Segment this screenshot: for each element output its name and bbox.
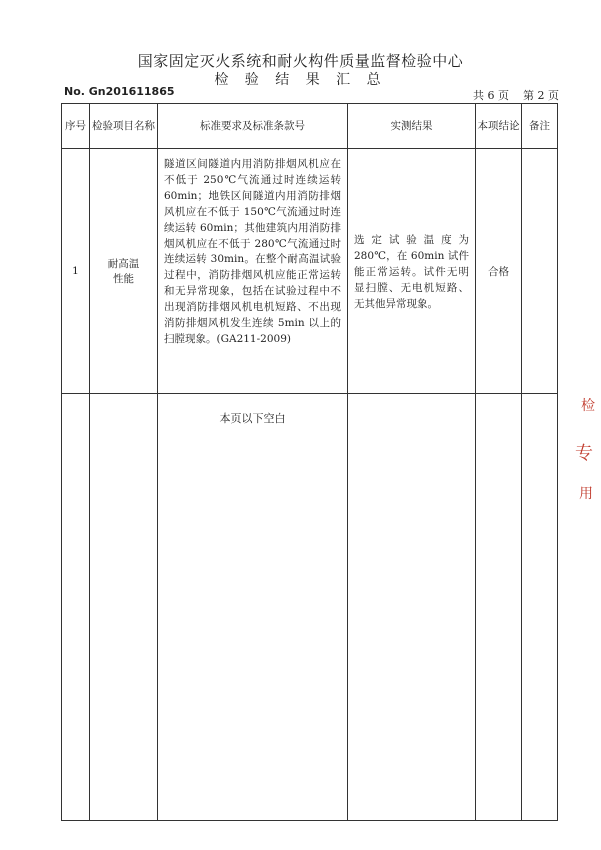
table-header-row — [62, 104, 558, 149]
seal-char: 专 — [575, 443, 593, 464]
row-conclusion: 合格 — [476, 149, 522, 394]
total-pages: 共 6 页 — [473, 89, 509, 102]
header-remark: 备注 — [522, 104, 558, 149]
blank-note: 本页以下空白 — [158, 394, 348, 821]
blank-item — [90, 394, 158, 821]
blank-row — [62, 394, 558, 821]
row-remark — [522, 149, 558, 394]
row-item: 耐高温性能 — [90, 149, 158, 394]
seal-char: 用 — [579, 486, 593, 502]
doc-title: 检 验 结 果 汇 总 — [214, 72, 387, 88]
org-name: 国家固定灭火系统和耐火构件质量监督检验中心 — [137, 52, 464, 70]
header-result: 实测结果 — [348, 104, 476, 149]
row-seq: 1 — [62, 149, 90, 394]
header-item: 检验项目名称 — [90, 104, 158, 149]
table-row — [62, 149, 558, 394]
blank-conclusion — [476, 394, 522, 821]
blank-seq — [62, 394, 90, 821]
header-seq: 序号 — [62, 104, 90, 149]
seal-char: 检 — [581, 398, 595, 414]
header-conclusion: 本项结论 — [476, 104, 522, 149]
header-standard: 标准要求及标准条款号 — [158, 104, 348, 149]
seal-stamp — [565, 395, 601, 520]
page-info — [473, 87, 559, 103]
current-page: 第 2 页 — [523, 89, 559, 102]
report-number: No. Gn201611865 — [64, 85, 175, 98]
row-result: 选定试验温度为280℃，在 60min 试件能正常运转。试件无明显扫膛、无电机短路、无其他异常现象。 — [348, 149, 476, 394]
row-standard: 隧道区间隧道内用消防排烟风机应在不低于 250℃气流通过时连续运转 60min；地铁区间隧道内用消防排烟风机应在不低于 150℃气流通过时连续运转 60min；其他建筑内用消防排烟风机应在不低于 280℃气流通过时连续运转 30min。在整个耐高温试验过程中，消防排烟风机应能正常运转和无异常现象，包括在试验过程中不出现消防排烟风机电机短路、不出现消防排烟风机发生连续 5min 以上的扫膛现象。(GA211-2009) — [158, 149, 348, 394]
blank-result — [348, 394, 476, 821]
blank-remark — [522, 394, 558, 821]
results-table — [61, 103, 558, 821]
